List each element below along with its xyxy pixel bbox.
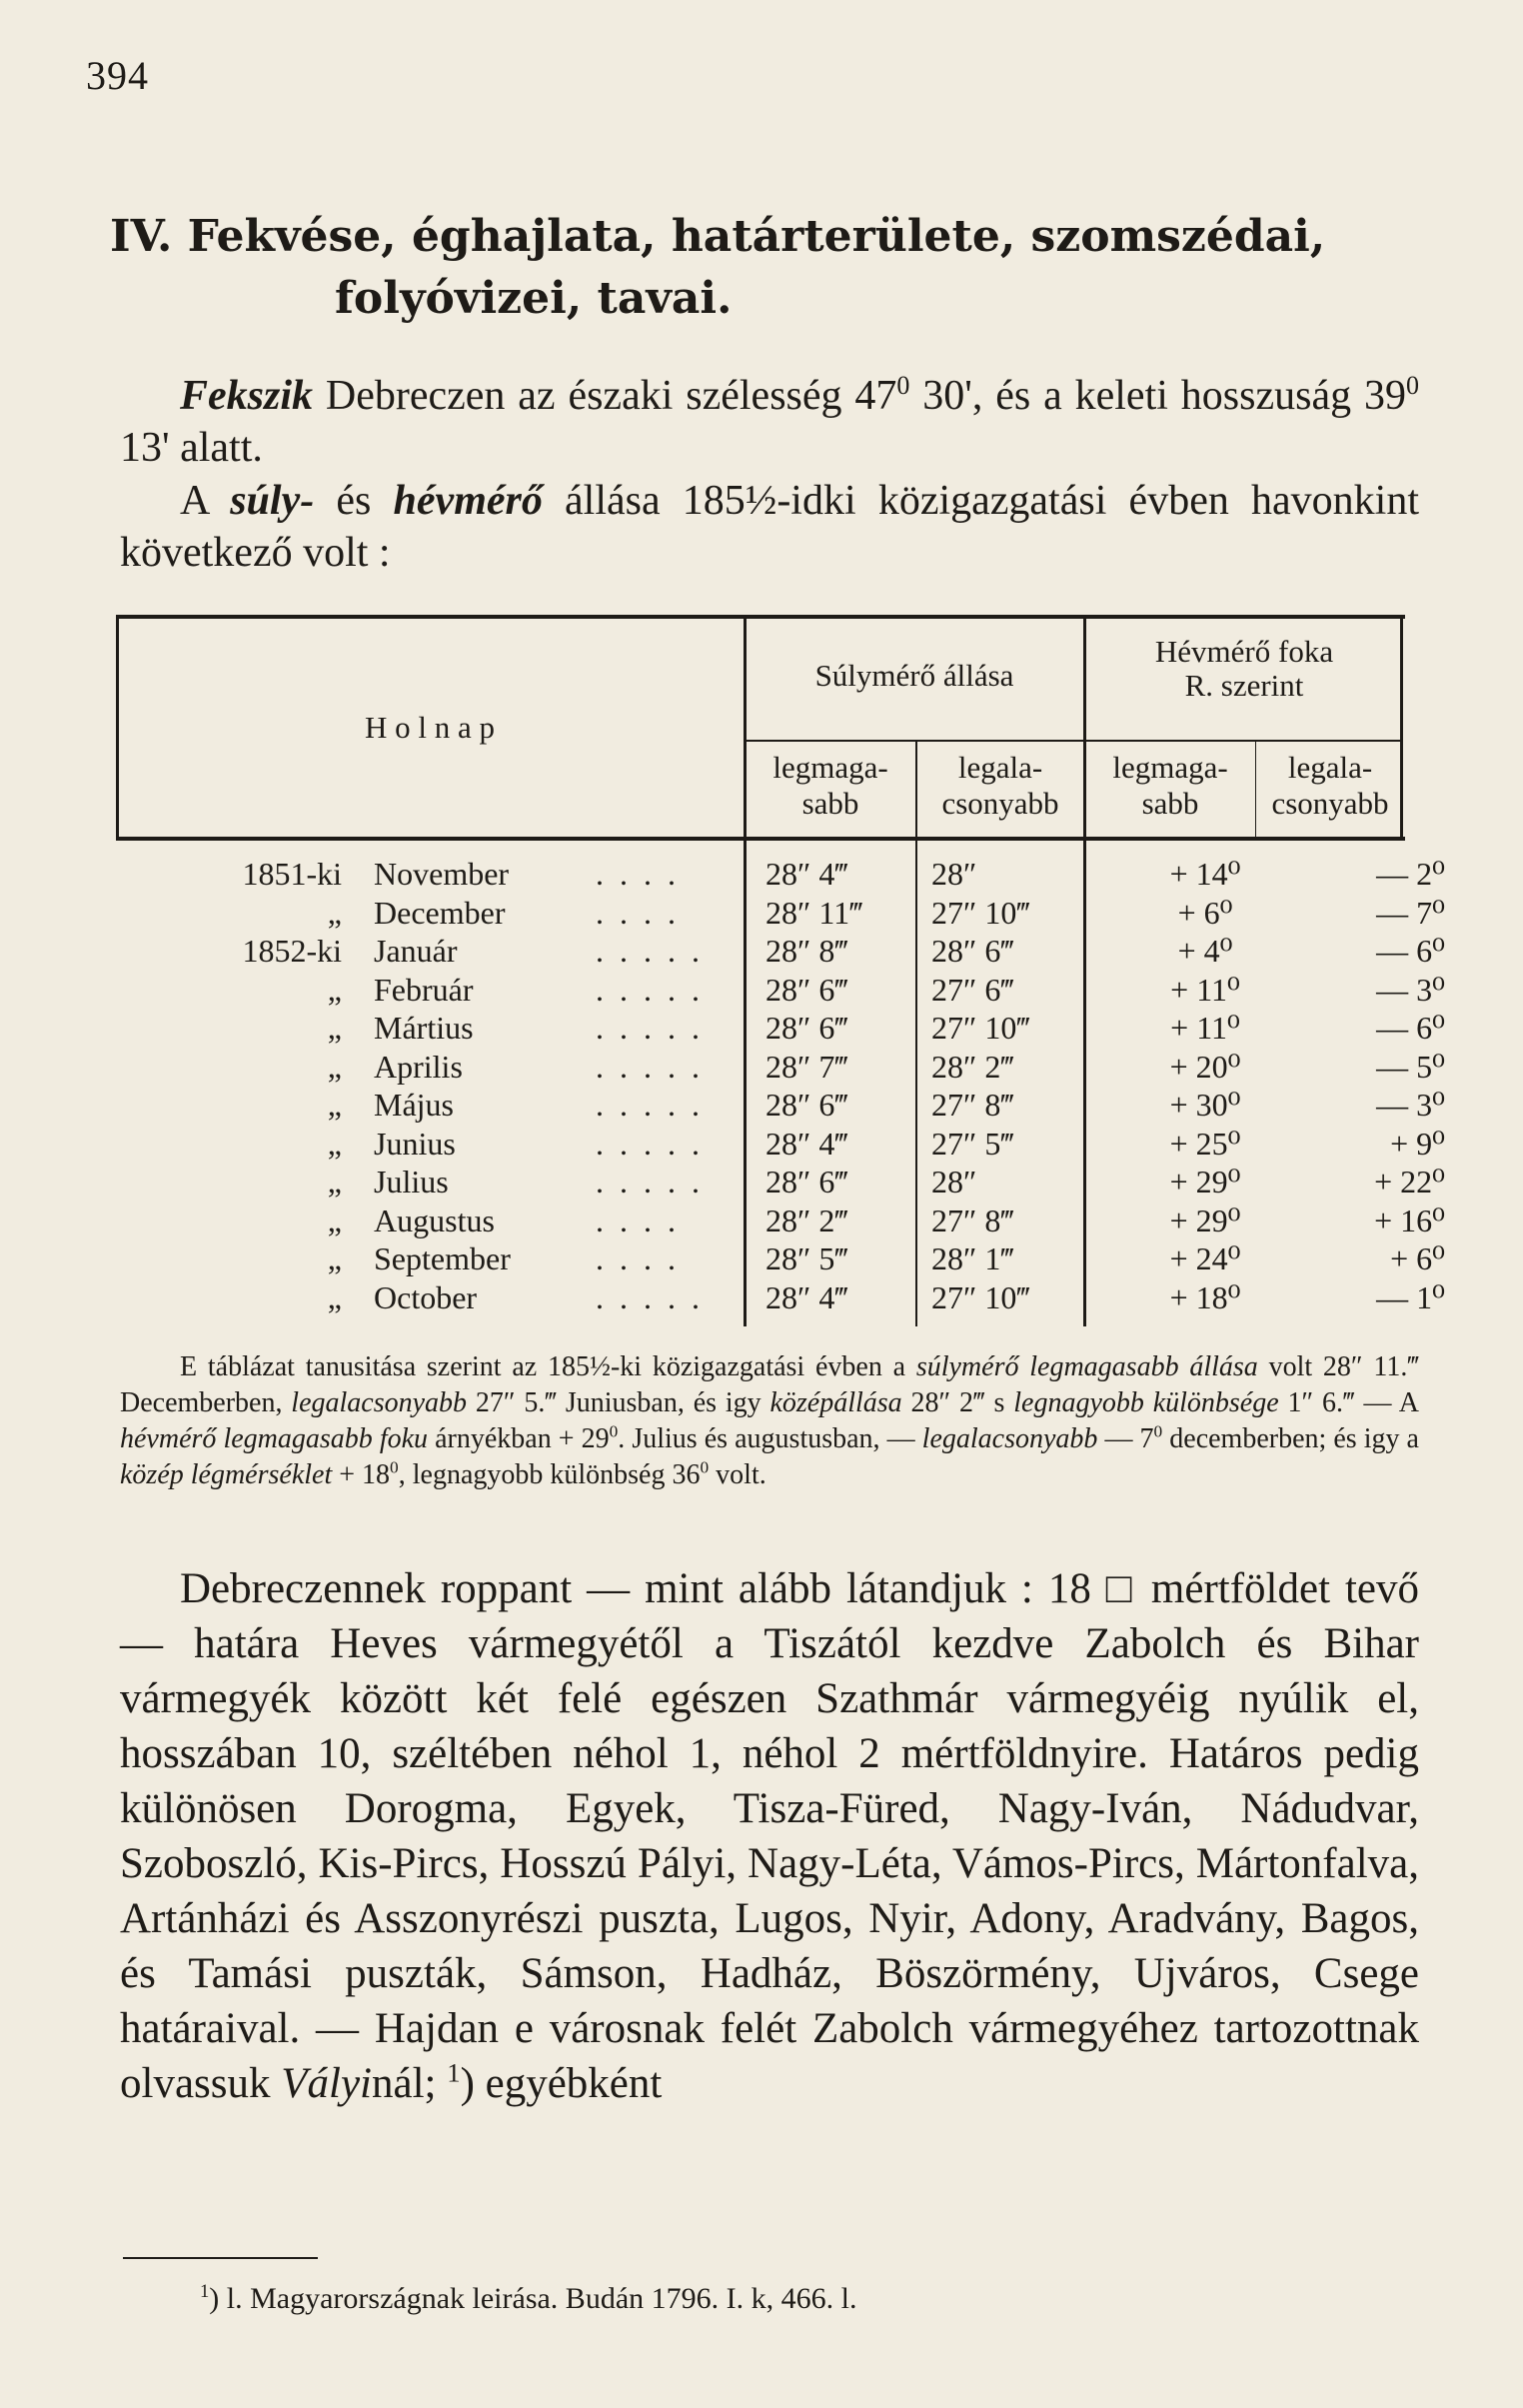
table-row bbox=[116, 971, 1445, 1009]
row-thermometer-min: — 1⁰ bbox=[1376, 1278, 1445, 1315]
row-dots: . . . . . bbox=[596, 1010, 704, 1046]
header-barometer: Súlymérő állása bbox=[814, 658, 1014, 693]
row-barometer-min: 28″ 6‴ bbox=[931, 933, 1014, 969]
header-thermometer-1: Hévmérő foka bbox=[1154, 634, 1334, 669]
row-year: „ bbox=[327, 1202, 342, 1238]
row-dots: . . . . bbox=[596, 1202, 680, 1238]
row-barometer-max: 28″ 6‴ bbox=[765, 1010, 848, 1046]
row-thermometer-min: + 9⁰ bbox=[1390, 1125, 1445, 1162]
row-month: Mártius bbox=[374, 1010, 474, 1046]
row-year: „ bbox=[327, 1125, 342, 1162]
footnote-divider bbox=[123, 2257, 318, 2259]
row-month: Julius bbox=[374, 1164, 449, 1200]
row-barometer-min: 27″ 10‴ bbox=[931, 894, 1030, 931]
row-thermometer-max: + 25⁰ bbox=[1169, 1125, 1241, 1162]
row-thermometer-max: + 11⁰ bbox=[1170, 971, 1240, 1008]
row-barometer-max: 28″ 5‴ bbox=[765, 1240, 848, 1276]
footnote-ref: 1 bbox=[447, 2057, 461, 2088]
row-thermometer-min: + 16⁰ bbox=[1374, 1202, 1445, 1238]
row-dots: . . . . . bbox=[596, 971, 704, 1008]
row-thermometer-max: + 20⁰ bbox=[1169, 1048, 1241, 1085]
row-thermometer-min: — 3⁰ bbox=[1376, 1087, 1445, 1123]
row-month: Január bbox=[374, 933, 458, 969]
row-barometer-max: 28″ 4‴ bbox=[765, 1125, 848, 1162]
row-thermometer-min: — 3⁰ bbox=[1376, 971, 1445, 1008]
row-barometer-min: 27″ 8‴ bbox=[931, 1087, 1014, 1123]
row-dots: . . . . . bbox=[596, 1164, 704, 1200]
header-thermometer-2: R. szerint bbox=[1184, 668, 1304, 703]
row-thermometer-max: + 6⁰ bbox=[1177, 894, 1233, 931]
row-thermometer-min: + 6⁰ bbox=[1390, 1240, 1445, 1276]
row-month: September bbox=[374, 1240, 511, 1276]
row-thermometer-max: + 24⁰ bbox=[1169, 1240, 1241, 1276]
row-month: October bbox=[374, 1278, 478, 1315]
heading-line-2: folyóvizei, tavai. bbox=[335, 273, 733, 324]
row-dots: . . . . . bbox=[596, 1087, 704, 1123]
row-thermometer-min: — 5⁰ bbox=[1376, 1048, 1445, 1085]
row-thermometer-min: — 7⁰ bbox=[1376, 894, 1445, 931]
row-thermometer-max: + 4⁰ bbox=[1177, 933, 1233, 969]
row-barometer-max: 28″ 4‴ bbox=[765, 856, 848, 892]
row-thermometer-max: + 18⁰ bbox=[1169, 1278, 1241, 1315]
footnote: $^1$) l. Magyarországnak leirása. Budán 1796. I. k, 466. l. bbox=[200, 2281, 857, 2315]
row-month: Aprilis bbox=[374, 1048, 463, 1085]
row-dots: . . . . . bbox=[596, 1278, 704, 1315]
table-row bbox=[116, 1239, 1445, 1277]
table-note: E táblázat tanusitása szerint az 185½-ki közigazgatási évben a súlymérő legmagasabb állása volt 28″ 11.‴ Decemberben, legalacsonyabb 27″ 5.‴ Juniusban, és igy középállása 28″ 2‴ s legnagyobb különbsége 1″ 6.‴ — A hévmérő legmagasabb foku árnyékban + $29^0$. Julius és augustusban, — legalacsonyabb — $7^0$ decemberben; és igy a közép légmérséklet + $18^0$, legnagyobb különbség $36^0$ volt. bbox=[120, 1351, 1419, 1490]
row-year: 1851-ki bbox=[242, 856, 342, 892]
row-barometer-max: 28″ 11‴ bbox=[765, 894, 863, 931]
row-barometer-max: 28″ 8‴ bbox=[765, 933, 848, 969]
weather-table: H o l n a p Súlymérő állása Hévmérő foka R. szerint legmaga- sabb legala- csonyabb legmaga- sabb legala- csonyabb 1851-ki November . . . . 28″ 4‴ 28″ + 14⁰ — 2⁰ „ December . . . . 28″ 11‴ 27″ 10‴ + 6⁰ — 7⁰ 1852-ki Január . . . . . 28″ 8‴ 28″ 6‴ + 4⁰ — 6⁰ „ Február . . . . . 28″ 6‴ 27″ 6‴ + 11⁰ — 3⁰ „ Mártius . . . . . 28″ 6‴ 27″ 10‴ + 11⁰ — 6⁰ „ Aprilis . . . . . 28″ 7‴ 28″ 2‴ + 20⁰ — 5⁰ „ Május . . . . . 28″ 6‴ 27″ 8‴ + 30⁰ — 3⁰ „ Junius . . . . . 28″ 4‴ 27″ 5‴ + 25⁰ + 9⁰ „ Julius . . . . . 28″ 6‴ 28″ + 29⁰ + 22⁰ „ Augustus . . . . 28″ 2‴ 27″ 8‴ + 29⁰ + 16⁰ „ September . . . . 28″ 5‴ 28″ 1‴ + 24⁰ + 6⁰ „ October . . . . . 28″ 4‴ 27″ 10‴ + 18⁰ — 1⁰ bbox=[116, 615, 1405, 1326]
table-row bbox=[116, 1125, 1445, 1163]
row-dots: . . . . . bbox=[596, 1048, 704, 1085]
paragraph-location: Fekszik Debreczen az északi szélesség $47^0$ 30', és a keleti hosszuság $39^0$ 13' alatt. bbox=[120, 371, 1419, 471]
row-year: „ bbox=[327, 1048, 342, 1085]
row-barometer-min: 28″ bbox=[931, 1164, 977, 1200]
square-mile-symbol: □ bbox=[1105, 1565, 1136, 1612]
paragraph-boundaries: Debreczennek roppant — mint alább látandjuk : 18 □ mértföldet tevő — határa Heves vármegyétől a Tiszától kezdve Zabolch és Bihar vármegyék között két felé egészen Szathmár vármegyéig nyúlik el, hosszában 10, széltében néhol 1, néhol 2 mértföldnyire. Határos pedig különösen Dorogma, Egyek, Tisza-Füred, Nagy-Iván, Nádudvar, Szoboszló, Kis-Pircs, Hosszú Pályi, Nagy-Léta, Vámos-Pircs, Mártonfalva, Artánházi és Asszonyrészi puszta, Lugos, Nyir, Adony, Aradvány, Bagos, és Tamási puszták, Sámson, Hadház, Böszörmény, Ujváros, Csege határaival. — Hajdan e városnak felét Zabolch vármegyéhez tartozottnak olvassuk Vályinál; $^1$) egyébként bbox=[120, 1565, 1420, 2107]
sub-header-hev-min: legala- bbox=[1287, 750, 1373, 785]
row-dots: . . . . bbox=[596, 894, 680, 931]
table-row bbox=[116, 932, 1445, 970]
row-thermometer-max: + 11⁰ bbox=[1170, 1010, 1240, 1046]
row-month: Junius bbox=[374, 1125, 456, 1162]
paragraph-intro-table: A súly- és hévmérő állása 185½-idki közigazgatási évben havonkint következő volt : bbox=[120, 478, 1419, 576]
row-barometer-max: 28″ 6‴ bbox=[765, 971, 848, 1008]
row-month: Február bbox=[374, 971, 474, 1008]
row-barometer-min: 27″ 8‴ bbox=[931, 1202, 1014, 1238]
row-year: „ bbox=[327, 1010, 342, 1046]
row-thermometer-min: — 6⁰ bbox=[1376, 933, 1445, 969]
row-dots: . . . . . bbox=[596, 1125, 704, 1162]
row-barometer-min: 28″ bbox=[931, 856, 977, 892]
row-dots: . . . . . bbox=[596, 933, 704, 969]
row-barometer-min: 27″ 5‴ bbox=[931, 1125, 1014, 1162]
page-number: 394 bbox=[86, 53, 149, 98]
row-dots: . . . . bbox=[596, 856, 680, 892]
row-year: „ bbox=[327, 1087, 342, 1123]
row-barometer-max: 28″ 6‴ bbox=[765, 1164, 848, 1200]
row-year: „ bbox=[327, 1278, 342, 1315]
row-month: Augustus bbox=[374, 1202, 495, 1238]
row-year: „ bbox=[327, 971, 342, 1008]
row-barometer-max: 28″ 7‴ bbox=[765, 1048, 848, 1085]
row-month: Május bbox=[374, 1087, 454, 1123]
table-row bbox=[116, 1086, 1445, 1124]
sub-header-max: legmaga- bbox=[772, 750, 888, 785]
row-thermometer-max: + 29⁰ bbox=[1169, 1202, 1241, 1238]
row-barometer-min: 28″ 1‴ bbox=[931, 1240, 1014, 1276]
row-barometer-max: 28″ 4‴ bbox=[765, 1278, 848, 1315]
table-row bbox=[116, 1278, 1445, 1316]
table-row bbox=[116, 855, 1445, 893]
row-thermometer-max: + 14⁰ bbox=[1169, 856, 1241, 892]
row-month: December bbox=[374, 894, 506, 931]
row-dots: . . . . bbox=[596, 1240, 680, 1276]
section-heading bbox=[110, 206, 1429, 330]
table-row bbox=[116, 1163, 1445, 1201]
row-year: 1852-ki bbox=[242, 933, 342, 969]
row-thermometer-max: + 29⁰ bbox=[1169, 1164, 1241, 1200]
row-thermometer-max: + 30⁰ bbox=[1169, 1087, 1241, 1123]
row-barometer-min: 27″ 6‴ bbox=[931, 971, 1014, 1008]
row-year: „ bbox=[327, 1164, 342, 1200]
table-row bbox=[116, 1009, 1445, 1047]
row-thermometer-min: — 2⁰ bbox=[1376, 856, 1445, 892]
table-row bbox=[116, 894, 1445, 932]
row-barometer-max: 28″ 6‴ bbox=[765, 1087, 848, 1123]
row-thermometer-min: — 6⁰ bbox=[1376, 1010, 1445, 1046]
sub-header-hev-max: legmaga- bbox=[1112, 750, 1228, 785]
row-barometer-min: 27″ 10‴ bbox=[931, 1278, 1030, 1315]
row-year: „ bbox=[327, 894, 342, 931]
sub-header-min: legala- bbox=[957, 750, 1043, 785]
table-row bbox=[116, 1048, 1445, 1086]
table-row bbox=[116, 1202, 1445, 1239]
heading-line-1: IV. Fekvése, éghajlata, határterülete, szomszédai, bbox=[110, 211, 1326, 262]
row-barometer-max: 28″ 2‴ bbox=[765, 1202, 848, 1238]
row-month: November bbox=[374, 856, 510, 892]
row-barometer-min: 27″ 10‴ bbox=[931, 1010, 1030, 1046]
header-holnap: H o l n a p bbox=[364, 710, 495, 745]
row-barometer-min: 28″ 2‴ bbox=[931, 1048, 1014, 1085]
row-year: „ bbox=[327, 1240, 342, 1276]
lead-word: Fekszik bbox=[180, 373, 314, 419]
row-thermometer-min: + 22⁰ bbox=[1374, 1164, 1445, 1200]
